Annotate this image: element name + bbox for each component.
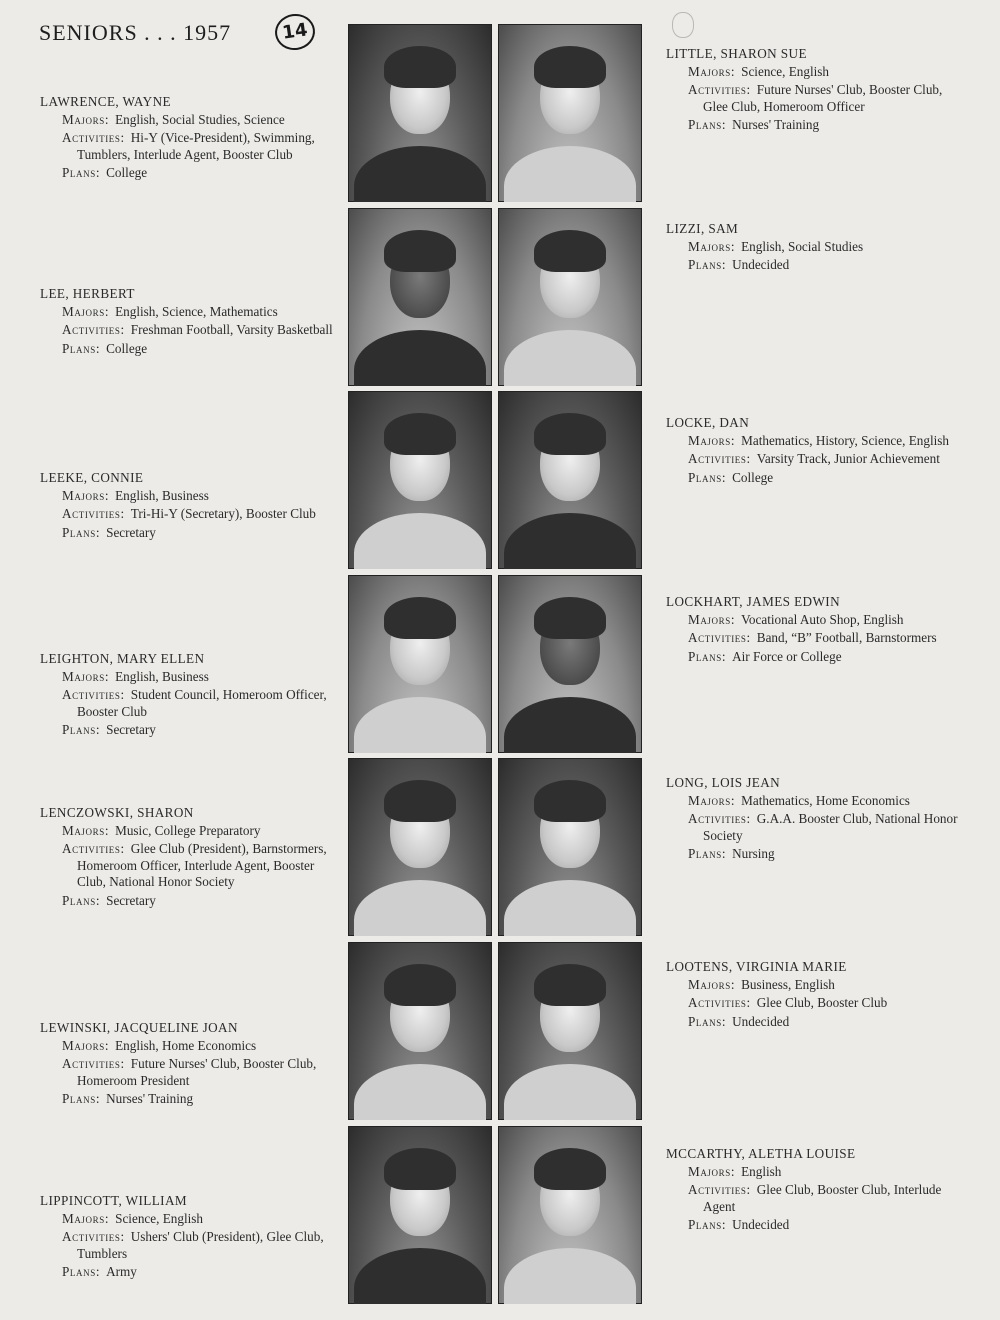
student-name: LIZZI, SAM [666,221,739,236]
activities-row [666,451,966,468]
activities-row [666,811,966,844]
portrait-photo-long [498,758,642,936]
majors-row [666,793,966,810]
senior-entry [666,46,966,134]
plans-value: Nurses' Training [106,1091,194,1107]
pencil-mark [672,12,694,38]
majors-row [40,669,340,686]
plans-value: Secretary [106,722,156,738]
student-name: LEIGHTON, MARY ELLEN [40,651,205,666]
plans-label: Plans: [688,257,727,273]
portrait-photo-lizzi [498,208,642,386]
plans-label: Plans: [688,1013,727,1029]
majors-row [40,823,340,840]
activities-value: G.A.A. Booster Club, National Honor Society [703,811,958,843]
majors-value: Mathematics, Home Economics [741,792,910,808]
page-title: SENIORS . . . 1957 [39,20,232,45]
plans-label: Plans: [62,165,101,181]
majors-row [666,1164,966,1181]
majors-label: Majors: [688,238,736,254]
majors-row [40,488,340,505]
plans-value: College [732,469,774,485]
majors-value: English, Business [115,487,209,503]
plans-value: College [106,165,148,181]
majors-row [666,433,966,450]
activities-label: Activities: [62,506,125,522]
majors-label: Majors: [62,1037,110,1053]
majors-value: English, Science, Mathematics [115,303,278,319]
plans-value: Army [106,1264,137,1280]
activities-row [40,1229,340,1262]
senior-entry [666,221,966,274]
student-name: LEWINSKI, JACQUELINE JOAN [40,1020,238,1035]
majors-value: Science, English [115,1210,204,1226]
activities-label: Activities: [688,995,751,1011]
plans-row [40,341,340,358]
plans-value: Secretary [106,892,156,908]
activities-label: Activities: [62,322,125,338]
senior-entry [666,415,966,486]
majors-value: Music, College Preparatory [115,822,261,838]
plans-value: Nurses' Training [732,117,820,133]
activities-label: Activities: [62,1229,125,1245]
student-name: LITTLE, SHARON SUE [666,46,807,61]
majors-value: Science, English [741,63,830,79]
plans-row [40,525,340,542]
activities-value: Tri-Hi-Y (Secretary), Booster Club [130,506,316,522]
portrait-photo-little [498,24,642,202]
majors-value: English [741,1163,782,1179]
majors-row [40,304,340,321]
student-name: LONG, LOIS JEAN [666,775,781,790]
plans-label: Plans: [62,524,101,540]
majors-row [666,64,966,81]
portrait-photo-lewinski [348,942,492,1120]
activities-label: Activities: [688,451,751,467]
plans-value: Secretary [106,524,156,540]
portrait-photo-lippincott [348,1126,492,1304]
activities-label: Activities: [62,130,125,146]
activities-row [666,1182,966,1215]
activities-value: Future Nurses' Club, Booster Club, Homeroom President [77,1056,317,1088]
majors-label: Majors: [62,111,110,127]
senior-entry [40,94,340,182]
senior-entry [666,959,966,1030]
student-name: LAWRENCE, WAYNE [40,94,171,109]
majors-label: Majors: [62,303,110,319]
senior-entry [40,1020,340,1108]
senior-entry [40,805,340,910]
activities-row [40,322,340,339]
majors-row [666,239,966,256]
plans-row [666,117,966,134]
activities-row [40,130,340,163]
majors-value: Business, English [741,976,835,992]
senior-entry [40,470,340,541]
plans-label: Plans: [62,722,101,738]
senior-entry [666,775,966,863]
majors-value: English, Business [115,668,209,684]
activities-value: Student Council, Homeroom Officer, Booster Club [77,687,327,719]
activities-value: Hi-Y (Vice-President), Swimming, Tumblers, Interlude Agent, Booster Club [77,130,315,162]
plans-value: Undecided [732,1013,790,1029]
plans-label: Plans: [688,846,727,862]
majors-label: Majors: [688,432,736,448]
majors-label: Majors: [62,487,110,503]
activities-row [40,687,340,720]
activities-value: Ushers' Club (President), Glee Club, Tumblers [77,1229,324,1261]
portrait-photo-lee [348,208,492,386]
senior-entry [666,594,966,665]
plans-row [666,846,966,863]
plans-row [666,649,966,666]
portrait-photo-lenczowski [348,758,492,936]
activities-row [666,630,966,647]
activities-value: Glee Club (President), Barnstormers, Homeroom Officer, Interlude Agent, Booster Club, National Honor Society [77,841,327,890]
activities-label: Activities: [62,1056,125,1072]
activities-row [40,506,340,523]
activities-value: Varsity Track, Junior Achievement [756,451,940,467]
student-name: LIPPINCOTT, WILLIAM [40,1193,188,1208]
plans-label: Plans: [62,892,101,908]
activities-label: Activities: [688,1182,751,1198]
majors-value: Vocational Auto Shop, English [741,611,904,627]
activities-row [40,841,340,891]
student-name: LEEKE, CONNIE [40,470,144,485]
majors-label: Majors: [688,976,736,992]
plans-value: Air Force or College [732,648,842,664]
plans-row [40,893,340,910]
majors-row [40,1038,340,1055]
plans-row [666,470,966,487]
portrait-photo-leeke [348,391,492,569]
student-name: MCCARTHY, ALETHA LOUISE [666,1146,856,1161]
senior-entry [40,286,340,357]
majors-label: Majors: [688,792,736,808]
student-name: LOOTENS, VIRGINIA MARIE [666,959,847,974]
plans-label: Plans: [688,648,727,664]
portrait-photo-leighton [348,575,492,753]
activities-row [666,995,966,1012]
senior-entry [40,651,340,739]
portrait-photo-mccarthy [498,1126,642,1304]
plans-row [40,1091,340,1108]
activities-value: Glee Club, Booster Club, Interlude Agent [703,1182,942,1214]
activities-row [666,82,966,115]
plans-value: Undecided [732,257,790,273]
plans-label: Plans: [688,117,727,133]
majors-value: English, Social Studies [741,238,864,254]
plans-label: Plans: [688,469,727,485]
majors-label: Majors: [688,1163,736,1179]
majors-row [666,977,966,994]
plans-row [40,722,340,739]
student-name: LOCKE, DAN [666,415,750,430]
activities-value: Future Nurses' Club, Booster Club, Glee Club, Homeroom Officer [703,82,943,114]
majors-label: Majors: [62,1210,110,1226]
activities-label: Activities: [688,630,751,646]
majors-label: Majors: [62,668,110,684]
majors-value: English, Social Studies, Science [115,111,285,127]
activities-value: Glee Club, Booster Club [756,995,888,1011]
portrait-photo-lootens [498,942,642,1120]
page-number-circle: 14 [273,11,318,52]
portrait-photo-lawrence [348,24,492,202]
activities-row [40,1056,340,1089]
activities-label: Activities: [62,841,125,857]
plans-row [40,165,340,182]
activities-label: Activities: [688,811,751,827]
portrait-photo-locke [498,391,642,569]
activities-value: Freshman Football, Varsity Basketball [130,322,333,338]
plans-row [666,1217,966,1234]
majors-label: Majors: [688,63,736,79]
portrait-photo-lockhart [498,575,642,753]
plans-label: Plans: [62,1264,101,1280]
majors-row [666,612,966,629]
activities-value: Band, “B” Football, Barnstormers [756,630,937,646]
majors-label: Majors: [62,822,110,838]
majors-value: English, Home Economics [115,1037,257,1053]
plans-value: Undecided [732,1217,790,1233]
activities-label: Activities: [62,687,125,703]
plans-row [666,257,966,274]
plans-row [666,1014,966,1031]
plans-label: Plans: [62,1091,101,1107]
student-name: LOCKHART, JAMES EDWIN [666,594,841,609]
senior-entry [666,1146,966,1234]
plans-value: College [106,340,148,356]
student-name: LENCZOWSKI, SHARON [40,805,194,820]
senior-entry [40,1193,340,1281]
plans-row [40,1264,340,1281]
majors-label: Majors: [688,611,736,627]
plans-label: Plans: [62,340,101,356]
majors-row [40,1211,340,1228]
plans-value: Nursing [732,846,775,862]
majors-value: Mathematics, History, Science, English [741,432,950,448]
plans-label: Plans: [688,1217,727,1233]
student-name: LEE, HERBERT [40,286,135,301]
activities-label: Activities: [688,82,751,98]
majors-row [40,112,340,129]
